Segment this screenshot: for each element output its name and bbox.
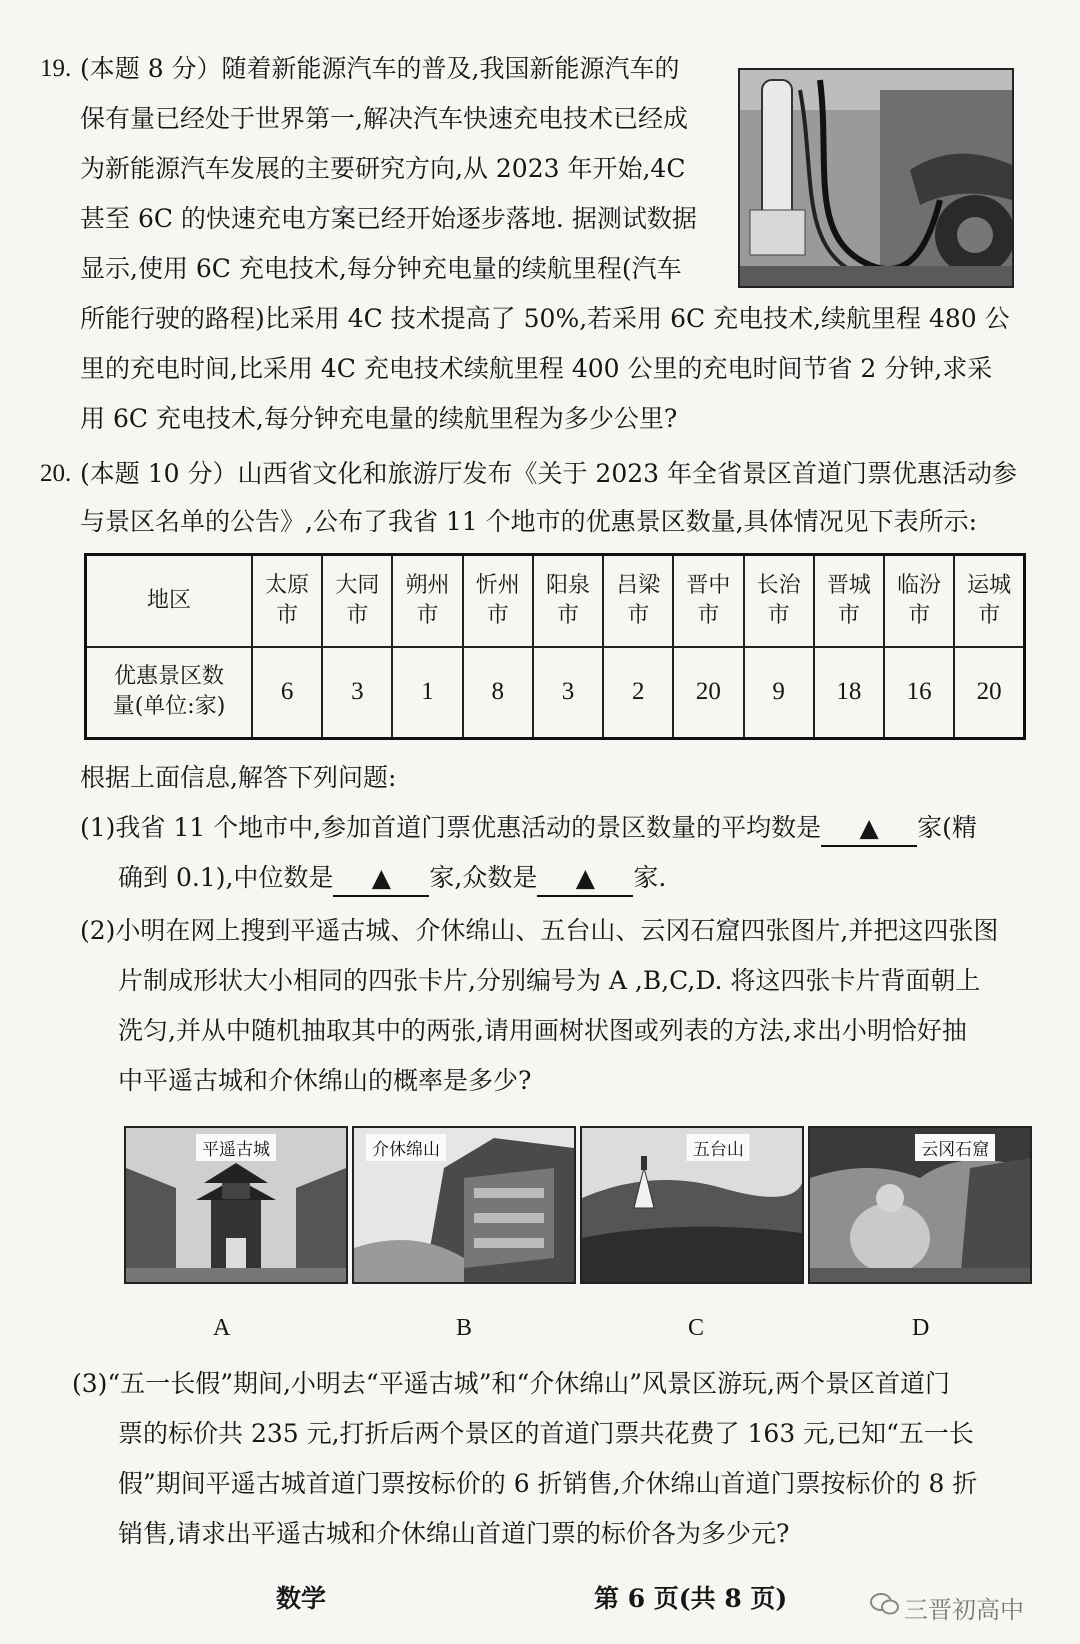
- q20-intro-1: (本题 10 分）山西省文化和旅游厅发布《关于 2023 年全省景区首道门票优惠活动参: [80, 459, 1017, 488]
- part1-text-e: 家.: [633, 863, 667, 892]
- card-a-pingyao-photo: [124, 1126, 348, 1284]
- q20-part2-line-2: 片制成形状大小相同的四张卡片,分别编号为 A ,B,C,D. 将这四张卡片背面朝上: [118, 966, 981, 995]
- q20-intro-2: 与景区名单的公告》,公布了我省 11 个地市的优惠景区数量,具体情况见下表所示:: [80, 507, 978, 536]
- region-suffix: 市: [767, 602, 790, 628]
- q19-line-2: 保有量已经处于世界第一,解决汽车快速充电技术已经成: [80, 104, 688, 133]
- region-cell: [954, 555, 1024, 647]
- region-name: 阳泉: [545, 572, 590, 598]
- region-suffix: 市: [837, 602, 860, 628]
- region-suffix: 市: [486, 602, 509, 628]
- table-count-row: [86, 647, 1025, 739]
- region-suffix: 市: [556, 602, 579, 628]
- part1-text-b: 家(精: [917, 813, 977, 842]
- count-cell: 16: [884, 647, 954, 739]
- answer-blank-mode: ▲: [537, 861, 633, 897]
- q20-part3-line-2: 票的标价共 235 元,打折后两个景区的首道门票共花费了 163 元,已知“五一长: [118, 1419, 974, 1448]
- q20-number: 20.: [40, 460, 72, 487]
- count-cell: 6: [252, 647, 322, 739]
- region-cell: [814, 555, 884, 647]
- part1-text-c: 确到 0.1),中位数是: [118, 863, 334, 892]
- region-suffix: 市: [978, 602, 1001, 628]
- part1-text-a: (1)我省 11 个地市中,参加首道门票优惠活动的景区数量的平均数是: [80, 813, 822, 842]
- card-d-yungang-photo: [808, 1126, 1032, 1284]
- count-cell: 3: [322, 647, 392, 739]
- region-suffix: 市: [416, 602, 439, 628]
- region-cell: [884, 555, 954, 647]
- count-label-line-2: 量(单位:家): [112, 694, 226, 720]
- footer-subject: 数学: [276, 1584, 327, 1613]
- answer-blank-mean: ▲: [821, 811, 917, 847]
- region-suffix: 市: [697, 602, 720, 628]
- card-a-letter: A: [213, 1315, 231, 1341]
- q19-line-3: 为新能源汽车发展的主要研究方向,从 2023 年开始,4C: [80, 154, 686, 183]
- q20-part1-line-1: [80, 811, 977, 847]
- region-cell: [673, 555, 743, 647]
- watermark-text: 三晋初高中: [904, 1596, 1024, 1624]
- q19-line-7: 里的充电时间,比采用 4C 充电技术续航里程 400 公里的充电时间节省 2 分钟,求采: [80, 354, 993, 383]
- region-cell: [744, 555, 814, 647]
- wechat-icon: [870, 1592, 900, 1616]
- region-name: 晋中: [686, 572, 731, 598]
- region-name: 晋城: [826, 572, 871, 598]
- region-name: 临汾: [897, 572, 942, 598]
- q19-line-6: 所能行驶的路程)比采用 4C 技术提高了 50%,若采用 6C 充电技术,续航里程 480 公: [80, 304, 1010, 333]
- card-c-letter: C: [688, 1315, 705, 1341]
- card-d-letter: D: [912, 1315, 930, 1341]
- count-cell: 3: [533, 647, 603, 739]
- part1-text-d: 家,众数是: [429, 863, 538, 892]
- q19-line-8: 用 6C 充电技术,每分钟充电量的续航里程为多少公里?: [80, 404, 678, 433]
- count-row-label: [86, 647, 253, 739]
- region-cell: [603, 555, 673, 647]
- q19-line-4: 甚至 6C 的快速充电方案已经开始逐步落地. 据测试数据: [80, 204, 697, 233]
- count-cell: 9: [744, 647, 814, 739]
- count-cell: 2: [603, 647, 673, 739]
- header-region-label: 地区: [86, 555, 253, 647]
- count-cell: 20: [954, 647, 1024, 739]
- region-cell: [252, 555, 322, 647]
- table-header-row: [86, 555, 1025, 647]
- region-suffix: 市: [346, 602, 369, 628]
- card-b-caption: 介休绵山: [366, 1134, 446, 1161]
- region-cell: [322, 555, 392, 647]
- footer-page-number: 第 6 页(共 8 页): [594, 1584, 788, 1613]
- q19-number: 19.: [40, 55, 72, 82]
- card-b-letter: B: [456, 1315, 473, 1341]
- scenic-spot-table: [84, 553, 1026, 740]
- region-name: 长治: [756, 572, 801, 598]
- count-cell: 1: [392, 647, 462, 739]
- region-suffix: 市: [276, 602, 299, 628]
- card-c-wutaishan-photo: [580, 1126, 804, 1284]
- card-b-mianshan-photo: [352, 1126, 576, 1284]
- q20-part2-line-1: (2)小明在网上搜到平遥古城、介休绵山、五台山、云冈石窟四张图片,并把这四张图: [80, 916, 999, 945]
- region-name: 朔州: [405, 572, 450, 598]
- q20-part1-line-2: [118, 861, 666, 897]
- q20-prompt: 根据上面信息,解答下列问题:: [80, 763, 397, 792]
- count-cell: 20: [673, 647, 743, 739]
- q19-line-1: (本题 8 分）随着新能源汽车的普及,我国新能源汽车的: [80, 54, 680, 83]
- region-name: 吕梁: [616, 572, 661, 598]
- region-name: 大同: [335, 572, 380, 598]
- region-cell: [533, 555, 603, 647]
- count-cell: 18: [814, 647, 884, 739]
- region-name: 忻州: [475, 572, 520, 598]
- q19-line-5: 显示,使用 6C 充电技术,每分钟充电量的续航里程(汽车: [80, 254, 682, 283]
- region-name: 太原: [265, 572, 310, 598]
- answer-blank-median: ▲: [333, 861, 429, 897]
- region-cell: [463, 555, 533, 647]
- card-c-caption: 五台山: [687, 1134, 750, 1161]
- q20-part2-line-3: 洗匀,并从中随机抽取其中的两张,请用画树状图或列表的方法,求出小明恰好抽: [118, 1016, 967, 1045]
- q20-part3-line-4: 销售,请求出平遥古城和介休绵山首道门票的标价各为多少元?: [118, 1519, 790, 1548]
- region-suffix: 市: [908, 602, 931, 628]
- region-cell: [392, 555, 462, 647]
- q20-part3-line-3: 假”期间平遥古城首道门票按标价的 6 折销售,介休绵山首道门票按标价的 8 折: [118, 1469, 978, 1498]
- q20-part2-line-4: 中平遥古城和介休绵山的概率是多少?: [118, 1066, 532, 1095]
- count-cell: 8: [463, 647, 533, 739]
- region-name: 运城: [967, 572, 1012, 598]
- q20-part3-line-1: (3)“五一长假”期间,小明去“平遥古城”和“介休绵山”风景区游玩,两个景区首道门: [72, 1369, 950, 1398]
- region-suffix: 市: [627, 602, 650, 628]
- count-label-line-1: 优惠景区数: [113, 664, 224, 690]
- card-a-caption: 平遥古城: [196, 1134, 276, 1161]
- charging-station-photo: [738, 68, 1014, 288]
- card-d-caption: 云冈石窟: [915, 1134, 995, 1161]
